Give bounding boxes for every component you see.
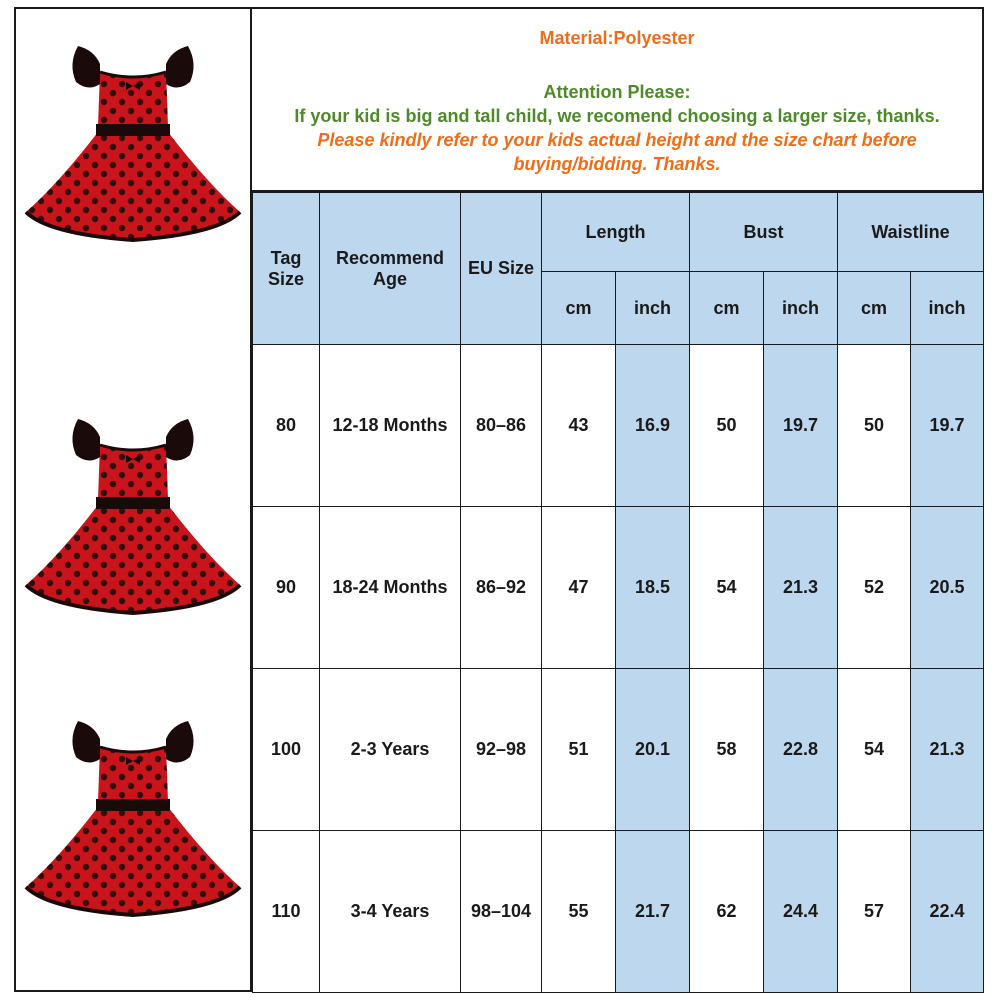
dress-image-1 [18, 34, 248, 264]
cell-length-cm: 47 [542, 507, 616, 669]
table-row [253, 507, 984, 669]
cell-length-inch: 16.9 [616, 345, 690, 507]
cell-waist-cm: 50 [838, 345, 911, 507]
dress-image-3 [18, 709, 248, 939]
cell-bust-inch: 21.3 [764, 507, 838, 669]
cell-tag-size: 110 [253, 831, 320, 993]
refer-text-line-1: Please kindly refer to your kids actual height and the size chart before [317, 130, 917, 150]
cell-length-inch: 21.7 [616, 831, 690, 993]
dress-image-2 [18, 407, 248, 637]
cell-length-cm: 43 [542, 345, 616, 507]
cell-bust-inch: 22.8 [764, 669, 838, 831]
cell-bust-cm: 54 [690, 507, 764, 669]
cell-eu-size: 92–98 [461, 669, 542, 831]
cell-bust-inch: 24.4 [764, 831, 838, 993]
cell-tag-size: 100 [253, 669, 320, 831]
cell-tag-size: 90 [253, 507, 320, 669]
cell-eu-size: 86–92 [461, 507, 542, 669]
cell-waist-inch: 20.5 [911, 507, 984, 669]
cell-bust-inch: 19.7 [764, 345, 838, 507]
cell-eu-size: 98–104 [461, 831, 542, 993]
table-row [253, 831, 984, 993]
header-length: Length [542, 193, 690, 272]
header-waist-inch: inch [911, 272, 984, 345]
cell-bust-cm: 62 [690, 831, 764, 993]
header-bust-inch: inch [764, 272, 838, 345]
cell-waist-inch: 21.3 [911, 669, 984, 831]
size-advice-text: If your kid is big and tall child, we recomend choosing a larger size, thanks. [294, 106, 940, 126]
cell-age: 12-18 Months [320, 345, 461, 507]
cell-waist-cm: 52 [838, 507, 911, 669]
cell-length-cm: 55 [542, 831, 616, 993]
header-bust-cm: cm [690, 272, 764, 345]
cell-length-inch: 20.1 [616, 669, 690, 831]
attention-heading: Attention Please: [543, 82, 691, 102]
header-length-cm: cm [542, 272, 616, 345]
notes-box [252, 9, 982, 192]
header-length-inch: inch [616, 272, 690, 345]
cell-tag-size: 80 [253, 345, 320, 507]
cell-age: 3-4 Years [320, 831, 461, 993]
cell-bust-cm: 50 [690, 345, 764, 507]
cell-length-cm: 51 [542, 669, 616, 831]
cell-waist-inch: 22.4 [911, 831, 984, 993]
header-eu-size: EU Size [461, 193, 542, 345]
header-waistline: Waistline [838, 193, 984, 272]
cell-age: 2-3 Years [320, 669, 461, 831]
cell-bust-cm: 58 [690, 669, 764, 831]
cell-eu-size: 80–86 [461, 345, 542, 507]
table-row [253, 345, 984, 507]
material-text: Material:Polyester [539, 28, 695, 48]
size-chart-table [252, 192, 984, 993]
header-recommend-age: Recommend Age [320, 193, 461, 345]
size-chart-frame [14, 7, 984, 992]
cell-waist-cm: 57 [838, 831, 911, 993]
product-images-column [16, 9, 252, 990]
cell-age: 18-24 Months [320, 507, 461, 669]
header-bust: Bust [690, 193, 838, 272]
header-tag-size: Tag Size [253, 193, 320, 345]
cell-waist-cm: 54 [838, 669, 911, 831]
header-waist-cm: cm [838, 272, 911, 345]
refer-text-line-2: buying/bidding. Thanks. [513, 154, 721, 174]
cell-waist-inch: 19.7 [911, 345, 984, 507]
table-row [253, 669, 984, 831]
cell-length-inch: 18.5 [616, 507, 690, 669]
size-info-column [252, 9, 982, 990]
